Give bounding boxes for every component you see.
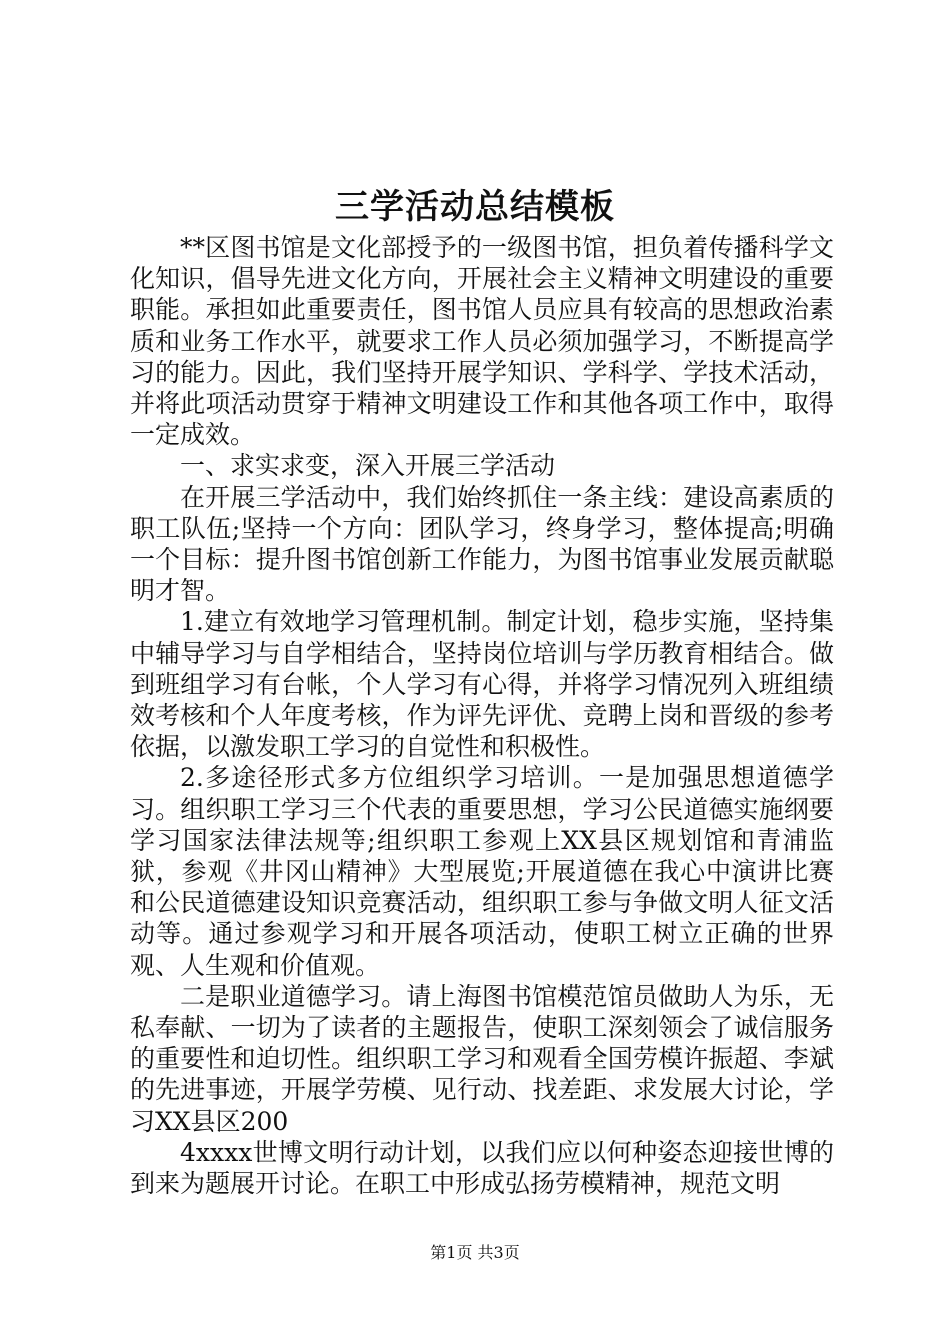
expo-paragraph: 4xxxx世博文明行动计划，以我们应以何种姿态迎接世博的到来为题展开讨论。在职工中形成弘扬劳模精神，规范文明 <box>130 1137 834 1199</box>
page-footer: 第1页 共3页 <box>430 1243 520 1262</box>
document-title: 三学活动总结模板 <box>335 187 615 227</box>
item-2-paragraph: 2.多途径形式多方位组织学习培训。一是加强思想道德学习。组织职工学习三个代表的重要思想，学习公民道德实施纲要学习国家法律法规等;组织职工参观上XX县区规划馆和青浦监狱，参观《井冈山精神》大型展览;开展道德在我心中演讲比赛和公民道德建设知识竞赛活动，组织职工参与争做文明人征文活动等。通过参观学习和开展各项活动，使职工树立正确的世界观、人生观和价值观。 <box>130 763 834 980</box>
document-body <box>130 232 834 1199</box>
section-heading-1: 一、求实求变，深入开展三学活动 <box>180 451 556 481</box>
intro-paragraph: **区图书馆是文化部授予的一级图书馆，担负着传播科学文化知识，倡导先进文化方向，开展社会主义精神文明建设的重要职能。承担如此重要责任，图书馆人员应具有较高的思想政治素质和业务工作水平，就要求工作人员必须加强学习，不断提高学习的能力。因此，我们坚持开展学知识、学科学、学技术活动，并将此项活动贯穿于精神文明建设工作和其他各项工作中，取得一定成效。 <box>130 233 834 450</box>
item-1-paragraph: 1.建立有效地学习管理机制。制定计划，稳步实施，坚持集中辅导学习与自学相结合，坚持岗位培训与学历教育相结合。做到班组学习有台帐，个人学习有心得，并将学习情况列入班组绩效考核和个人年度考核，作为评先评优、竞聘上岗和晋级的参考依据，以激发职工学习的自觉性和积极性。 <box>130 607 834 762</box>
section-1-paragraph: 在开展三学活动中，我们始终抓住一条主线：建设高素质的职工队伍;坚持一个方向：团队学习，终身学习，整体提高;明确一个目标：提升图书馆创新工作能力，为图书馆事业发展贡献聪明才智。 <box>130 482 834 606</box>
professional-ethics-paragraph: 二是职业道德学习。请上海图书馆模范馆员做助人为乐，无私奉献、一切为了读者的主题报告，使职工深刻领会了诚信服务的重要性和迫切性。组织职工学习和观看全国劳模许振超、李斌的先进事迹，开展学劳模、见行动、找差距、求发展大讨论，学习XX县区200 <box>130 981 834 1136</box>
